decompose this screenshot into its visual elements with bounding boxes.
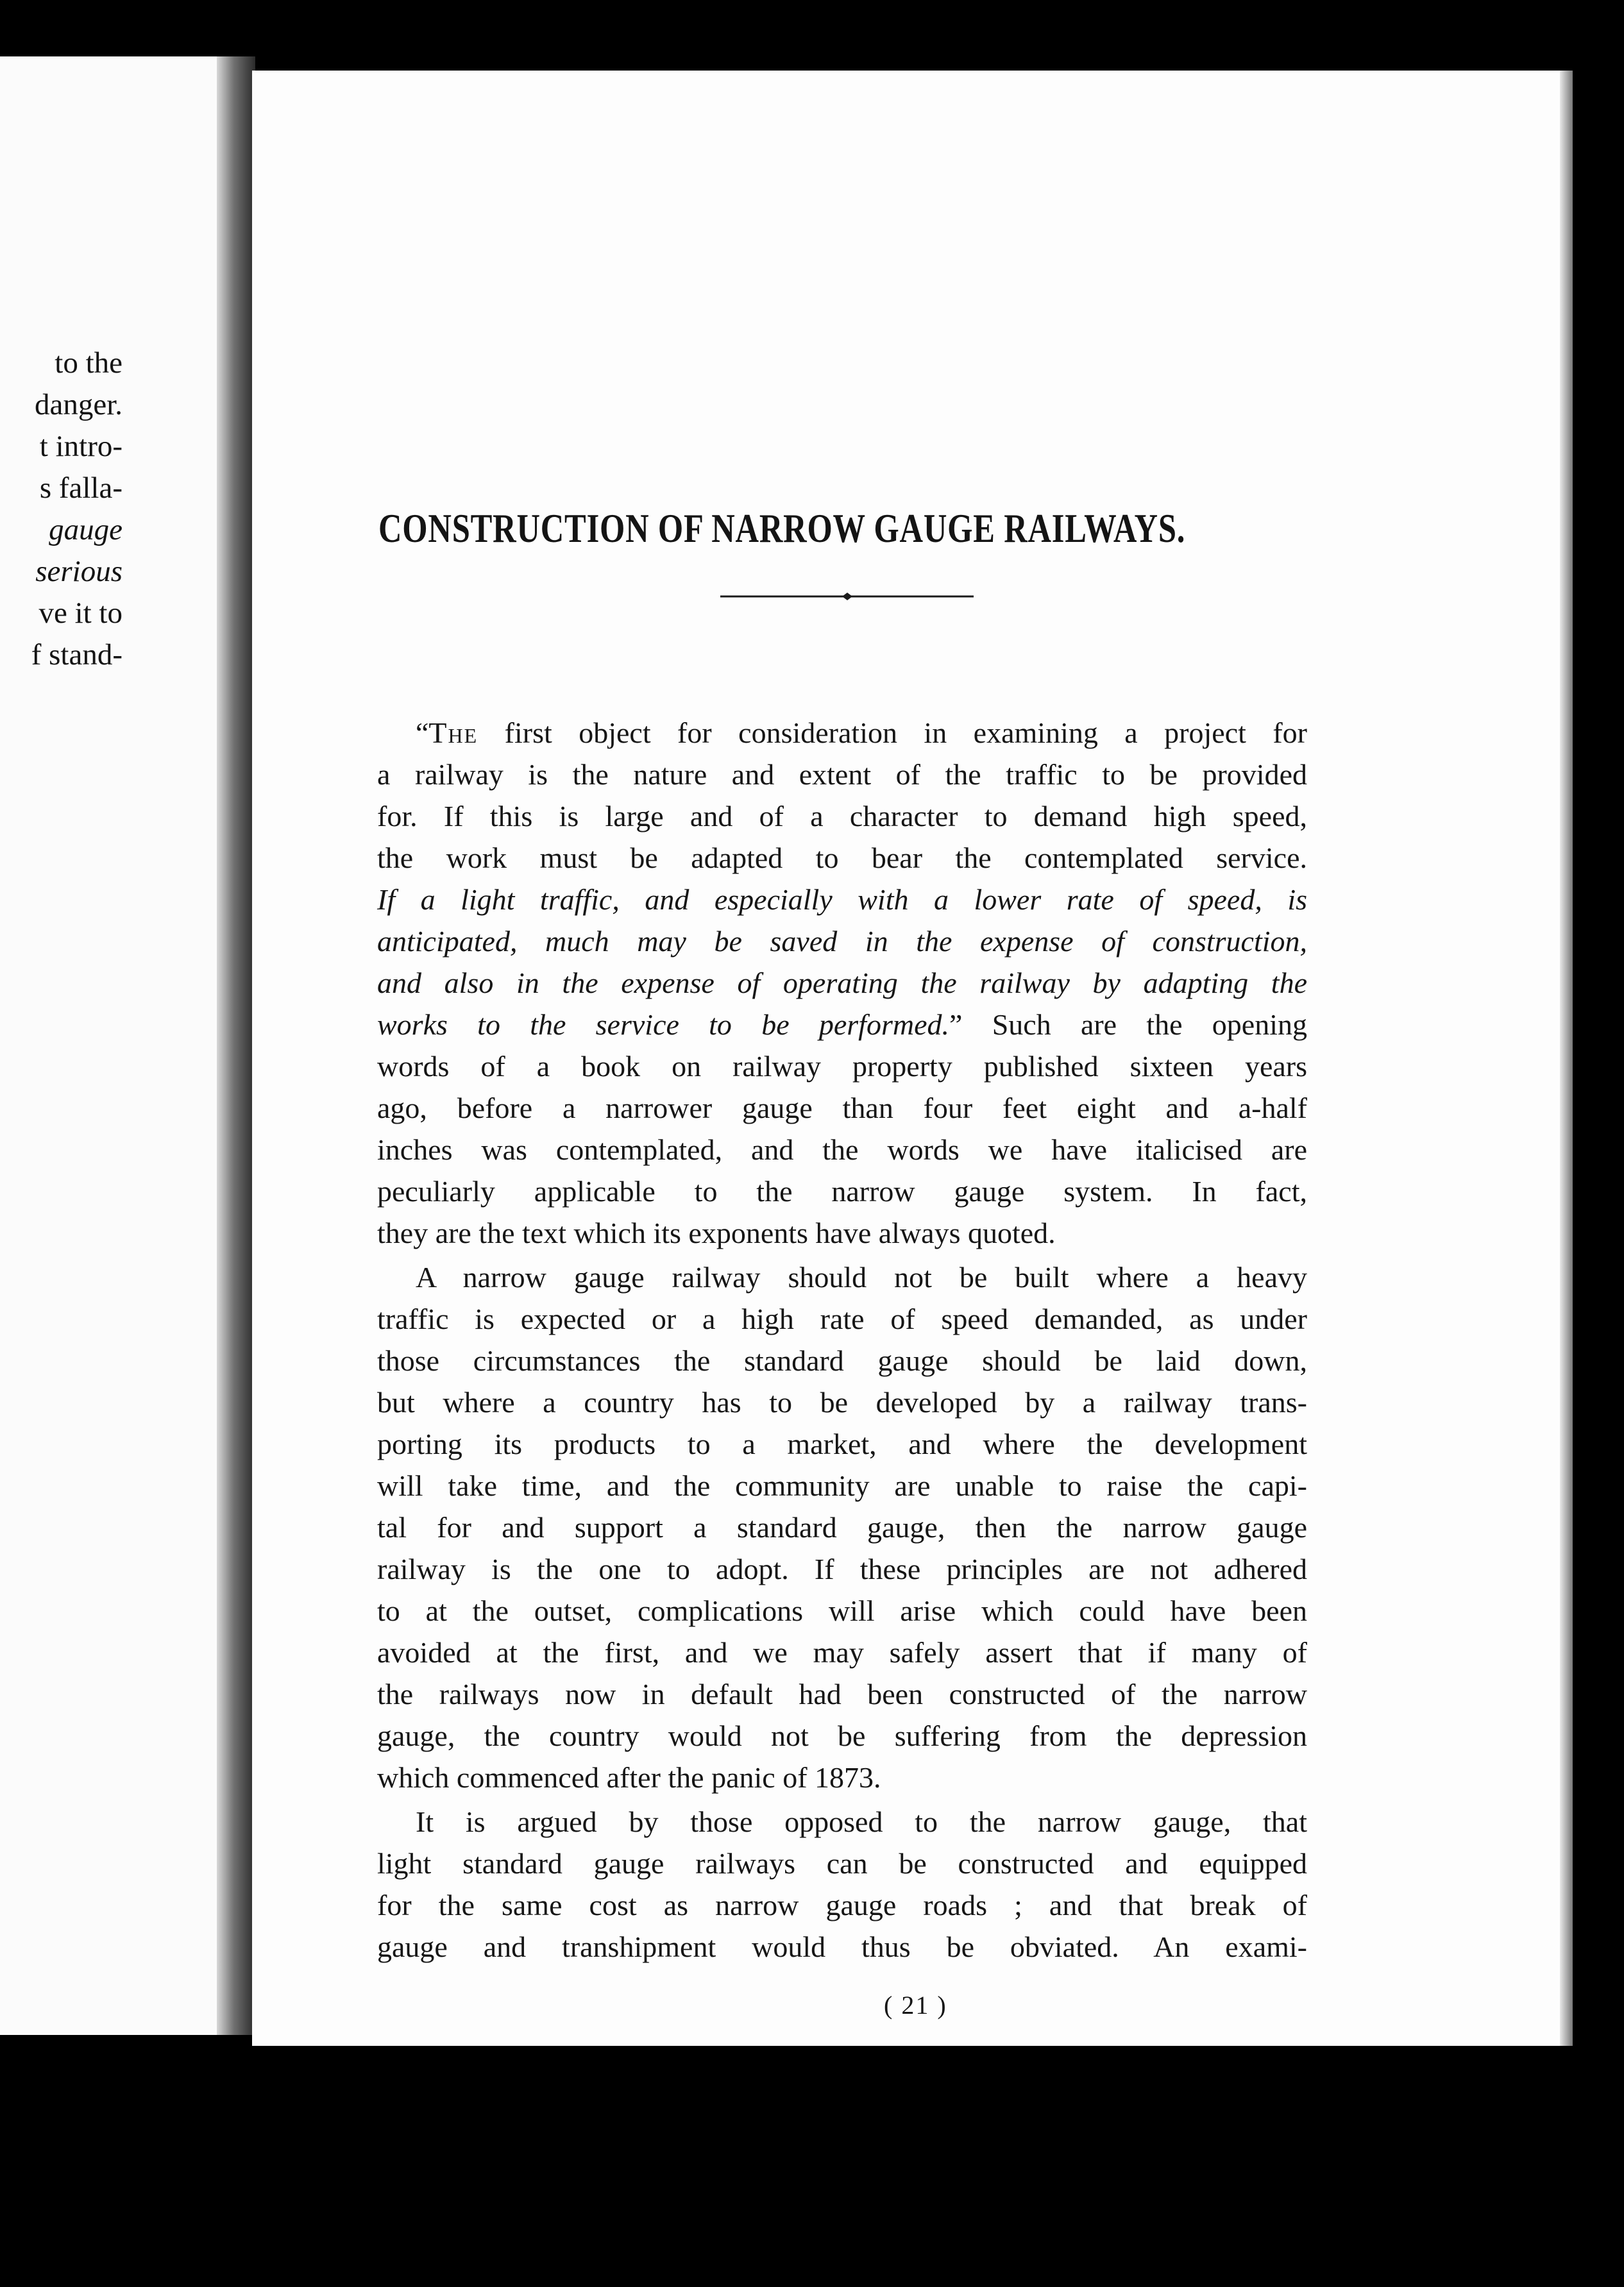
left-page-line: to the: [55, 346, 123, 380]
text-line: peculiarly applicable to the narrow gauge system. In fact,: [377, 1175, 1307, 1208]
text-line: railway is the one to adopt. If these principles are not adhered: [377, 1553, 1307, 1585]
text-line: anticipated, much may be saved in the expense of construction,: [377, 925, 1307, 958]
chapter-heading: CONSTRUCTION OF NARROW GAUGE RAILWAYS.: [378, 505, 1186, 551]
text-line: for. If this is large and of a character to demand high speed,: [377, 800, 1307, 832]
body-text: [377, 712, 1307, 1968]
text-line: porting its products to a market, and where the development: [377, 1428, 1307, 1460]
text-line: avoided at the first, and we may safely assert that if many of: [377, 1636, 1307, 1669]
left-page-line: s falla-: [39, 471, 123, 505]
page-number: ( 21 ): [884, 1991, 947, 2020]
left-page-line: gauge: [49, 513, 123, 546]
left-page-line: f stand-: [31, 638, 123, 671]
text-line: gauge and transhipment would thus be obviated. An exami-: [377, 1930, 1307, 1963]
book-gutter-shadow: [217, 56, 255, 2035]
text-line: which commenced after the panic of 1873.: [377, 1761, 881, 1794]
page-edge-shadow: [1560, 71, 1573, 2046]
text-line: they are the text which its exponents have always quoted.: [377, 1217, 1056, 1249]
left-page-line: serious: [35, 555, 123, 588]
text-line: but where a country has to be developed by a railway trans-: [377, 1386, 1307, 1419]
text-line: “The first object for consideration in examining a project for: [416, 716, 1307, 749]
text-line: traffic is expected or a high rate of speed demanded, as under: [377, 1303, 1307, 1335]
text-line: a railway is the nature and extent of the traffic to be provided: [377, 758, 1307, 791]
text-line: to at the outset, complications will arise which could have been: [377, 1594, 1307, 1627]
text-line: works to the service to be performed.” Such are the opening: [377, 1008, 1308, 1041]
left-page-line: danger.: [34, 388, 123, 421]
heading-rule-ornament: [720, 590, 974, 603]
text-line: inches was contemplated, and the words we have italicised are: [377, 1133, 1307, 1166]
text-line: words of a book on railway property published sixteen years: [377, 1050, 1307, 1083]
text-line: It is argued by those opposed to the narrow gauge, that: [416, 1805, 1307, 1838]
text-line: tal for and support a standard gauge, then the narrow gauge: [377, 1511, 1307, 1544]
text-line: ago, before a narrower gauge than four feet eight and a-half: [377, 1092, 1307, 1124]
text-line: gauge, the country would not be suffering from the depression: [377, 1719, 1307, 1752]
text-line: the work must be adapted to bear the contemplated service.: [377, 841, 1307, 874]
left-page-line: t intro-: [39, 430, 123, 463]
left-page-fragment: [0, 56, 234, 2035]
left-page-line: ve it to: [38, 596, 123, 630]
text-line: If a light traffic, and especially with a lower rate of speed, is: [377, 883, 1307, 916]
right-page: [252, 71, 1567, 2046]
text-line: will take time, and the community are unable to raise the capi-: [377, 1469, 1307, 1502]
text-line: light standard gauge railways can be constructed and equipped: [377, 1847, 1307, 1880]
text-line: and also in the expense of operating the railway by adapting the: [377, 966, 1307, 999]
text-line: for the same cost as narrow gauge roads ; and that break of: [377, 1889, 1307, 1921]
text-line: the railways now in default had been constructed of the narrow: [377, 1678, 1307, 1710]
text-line: A narrow gauge railway should not be built where a heavy: [416, 1261, 1307, 1294]
text-line: those circumstances the standard gauge should be laid down,: [377, 1344, 1307, 1377]
